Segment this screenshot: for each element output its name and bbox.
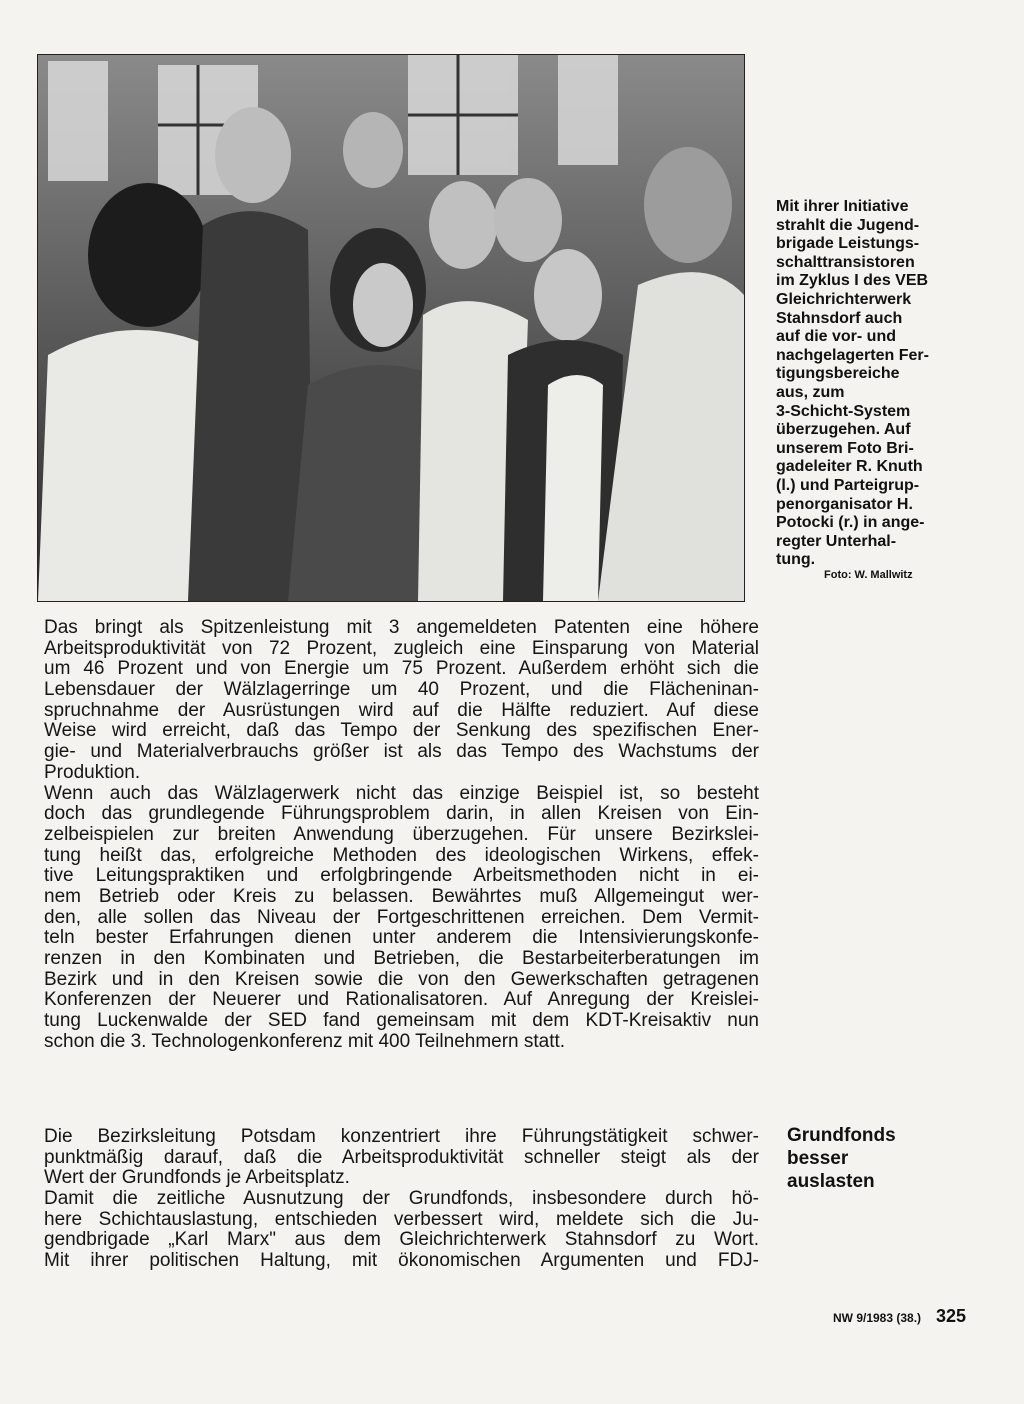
text-line: gie- und Materialverbrauchs größer ist als das Tempo des Wachstums der (44, 741, 759, 763)
text-line: Damit die zeitliche Ausnutzung der Grundfonds, insbesondere durch hö- (44, 1188, 759, 1210)
article-text-block (44, 1127, 759, 1272)
side-heading-line: besser (787, 1148, 849, 1169)
page-number: 325 (936, 1306, 967, 1326)
text-line: Die Bezirksleitung Potsdam konzentriert ihre Führungstätigkeit schwer- (44, 1126, 759, 1147)
side-heading-line: auslasten (787, 1171, 875, 1192)
text-line: zelbeispielen zur breiten Anwendung überzugehen. Für unsere Bezirkslei- (44, 823, 759, 845)
text-line: renzen in den Kombinaten und Betrieben, die Bestarbeiterberatungen im (44, 948, 759, 969)
caption-line: penorganisator H. (776, 495, 913, 513)
caption-line: brigade Leistungs- (776, 235, 920, 253)
text-line: um 46 Prozent und von Energie um 75 Prozent. Außerdem erhöht sich die (44, 658, 759, 680)
caption-line: regter Unterhal- (776, 532, 897, 550)
caption-line: schalttransistoren (776, 253, 915, 271)
side-heading-line: Grundfonds (787, 1125, 896, 1146)
text-line: Das bringt als Spitzenleistung mit 3 angemeldeten Patenten eine höhere (44, 617, 759, 638)
caption-line: im Zyklus I des VEB (776, 272, 929, 290)
text-line: Mit ihrer politischen Haltung, mit ökonomischen Argumenten und FDJ- (44, 1250, 759, 1272)
text-line: Wenn auch das Wälzlagerwerk nicht das einzige Beispiel ist, so besteht (44, 782, 759, 804)
caption-line: Potocki (r.) in ange- (776, 514, 925, 532)
text-line: teln bester Erfahrungen dienen unter anderem die Intensivierungskonfe- (44, 927, 759, 949)
caption-line: Mit ihrer Initiative (776, 198, 909, 215)
caption-line: Stahnsdorf auch (776, 309, 903, 327)
text-line: den, alle sollen das Niveau der Fortgeschrittenen erreichen. Dem Vermit- (44, 906, 759, 928)
text-line: doch das grundlegende Führungsproblem darin, in allen Kreisen von Ein- (44, 803, 759, 825)
section-side-heading (787, 1124, 927, 1193)
article-photo (37, 54, 745, 602)
text-line: gendbrigade „Karl Marx" aus dem Gleichrichterwerk Stahnsdorf zu Wort. (44, 1229, 759, 1251)
caption-line: (l.) und Parteigrup- (776, 476, 920, 494)
caption-line: nachgelagerten Fer- (776, 346, 929, 364)
caption-line: strahlt die Jugend- (776, 216, 920, 234)
text-line: tung heißt das, erfolgreiche Methoden des ideologischen Wirkens, effek- (44, 844, 759, 866)
text-line: Weise wird erreicht, daß das Tempo der Senkung des spezifischen Ener- (44, 720, 759, 742)
text-line: here Schichtauslastung, entschieden verbessert wird, meldete sich die Ju- (44, 1208, 759, 1230)
photo-credit: Foto: W. Mallwitz (824, 569, 913, 581)
caption-line: auf die vor- und (776, 328, 896, 346)
text-line: Produktion. (44, 761, 141, 783)
caption-line: tung. (776, 551, 816, 569)
issue-reference: NW 9/1983 (38.) (833, 1311, 922, 1325)
caption-line: unserem Foto Bri- (776, 439, 914, 457)
text-line: tung Luckenwalde der SED fand gemeinsam mit dem KDT-Kreisaktiv nun (44, 1010, 759, 1032)
caption-line: überzugehen. Auf (776, 421, 911, 439)
text-line: Arbeitsproduktivität von 72 Prozent, zugleich eine Einsparung von Material (44, 637, 759, 659)
text-line: Konferenzen der Neuerer und Rationalisatoren. Auf Anregung der Kreislei- (44, 989, 759, 1011)
text-line: tive Leitungspraktiken und erfolgbringende Arbeitsmethoden nicht in ei- (44, 865, 759, 887)
caption-line: Gleichrichterwerk (776, 290, 912, 308)
caption-line: gadeleiter R. Knuth (776, 458, 923, 476)
text-line: spruchnahme der Ausrüstungen wird auf die Hälfte reduziert. Auf diese (44, 699, 759, 721)
caption-line: 3-Schicht-System (776, 402, 911, 420)
text-line: nem Betrieb oder Kreis zu belassen. Bewährtes muß Allgemeingut wer- (44, 885, 759, 907)
text-line: Bezirk und in den Kreisen sowie die von den Gewerkschaften getragenen (44, 968, 759, 990)
caption-line: aus, zum (776, 383, 845, 401)
text-line: Lebensdauer der Wälzlagerringe um 40 Prozent, und die Flächeninan- (44, 679, 759, 701)
text-line: Wert der Grundfonds je Arbeitsplatz. (44, 1167, 350, 1189)
text-line: punktmäßig darauf, daß die Arbeitsproduktivität schneller steigt als der (44, 1146, 759, 1168)
photo-caption (776, 198, 966, 570)
photo-youth-brigade-icon (38, 55, 744, 601)
caption-line: tigungsbereiche (776, 365, 900, 383)
text-line: schon die 3. Technologenkonferenz mit 400 Teilnehmern statt. (44, 1030, 566, 1052)
article-text-block (44, 618, 759, 1052)
